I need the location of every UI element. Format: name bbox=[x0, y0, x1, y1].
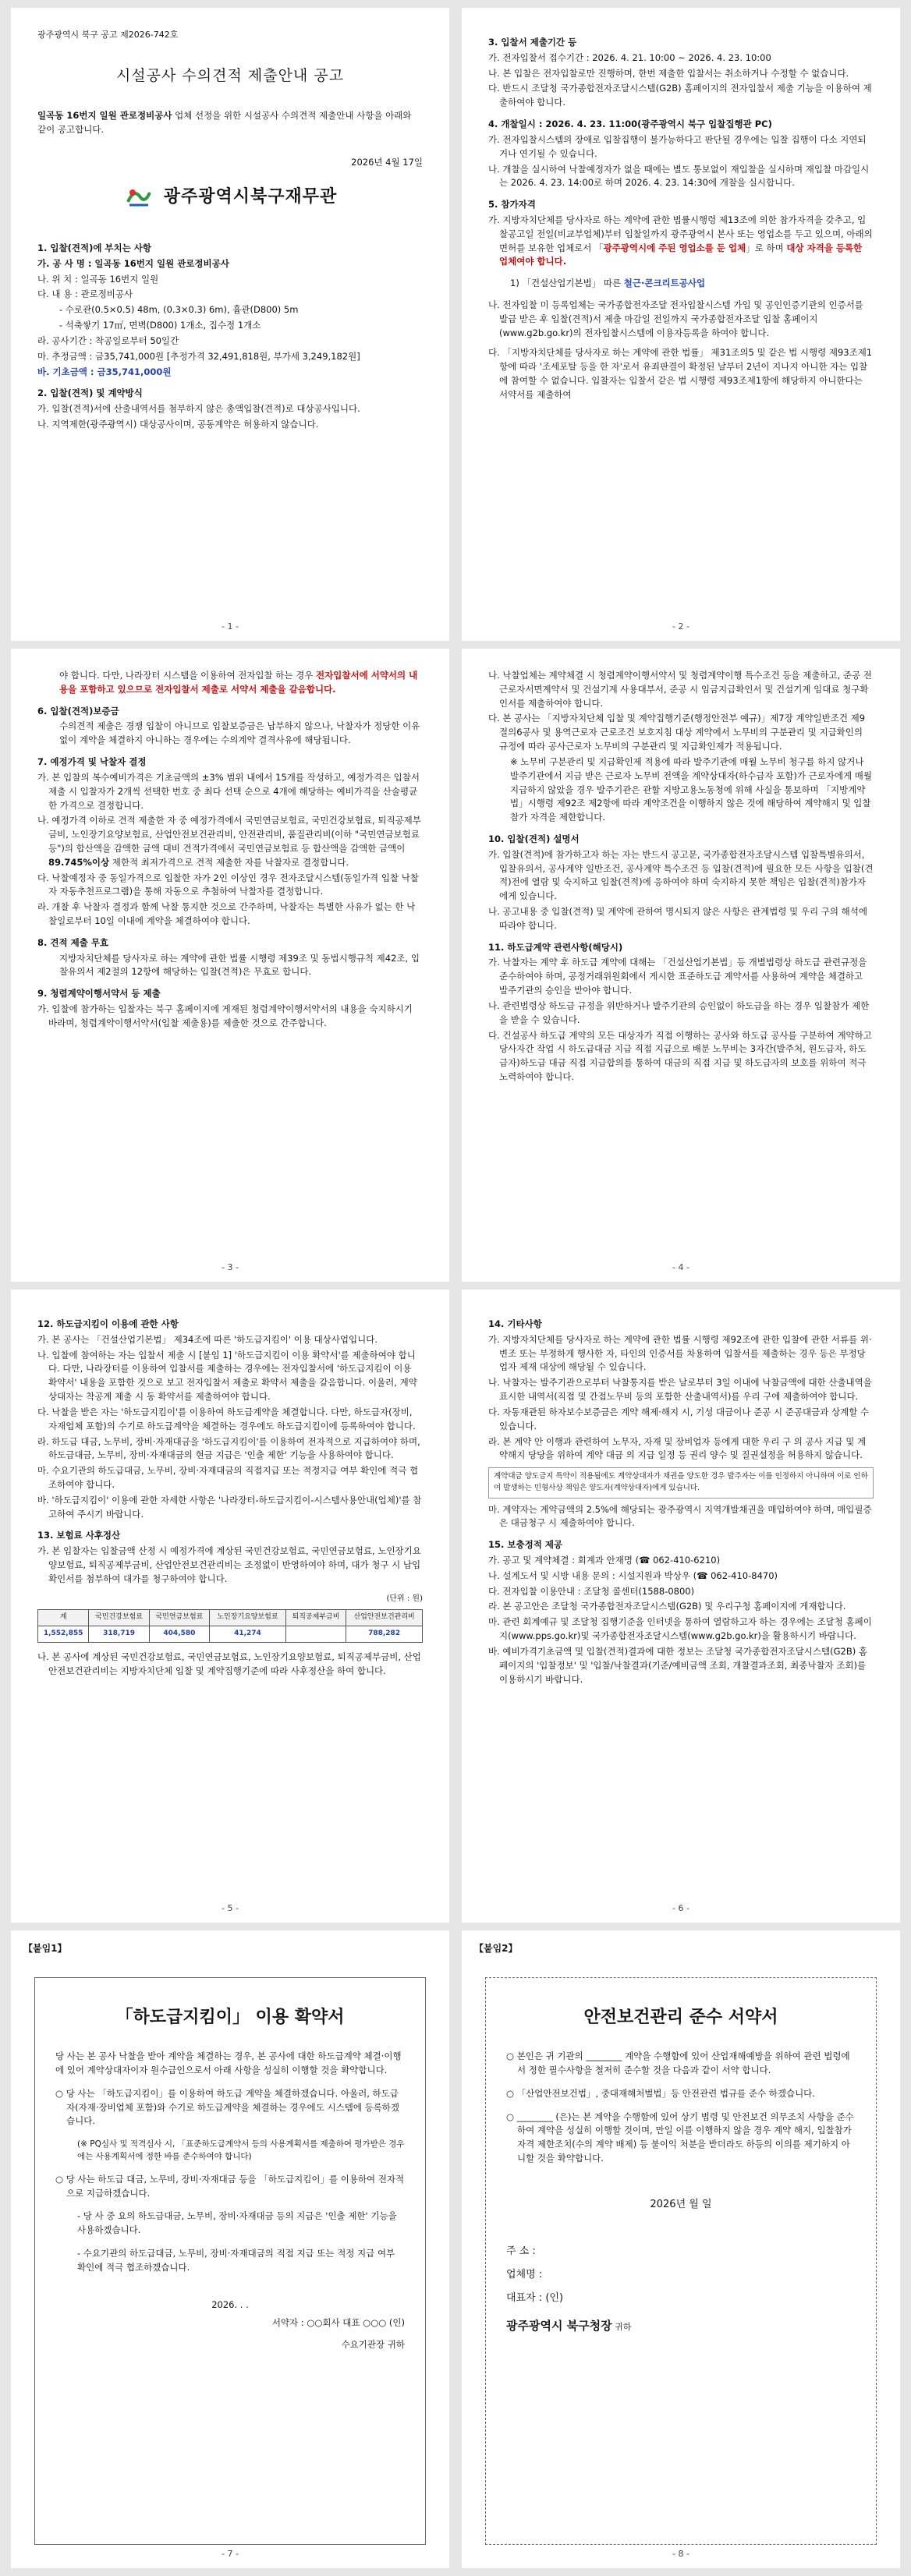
s12-da: 다. 낙찰을 받은 자는 '하도급지킴이'를 이용하여 하도급계약을 체결합니다. 다만, 하도급자(장비, 자재업체 포함)의 수기로 하도급계약을 체결하는 경우에도 하도급지킴이에 등록하여야 합니다. bbox=[37, 1406, 416, 1431]
s14-da: 다. 자동재관된 하자보수보증금은 계약 해제·해지 시, 기성 대금이나 준공 시 준공대금과 상계할 수 있습니다. bbox=[488, 1406, 870, 1431]
page-1 bbox=[11, 8, 449, 641]
document-number: 광주광역시 북구 공고 제2026-742호 bbox=[37, 30, 179, 40]
table-header: 노인장기요양보험료 bbox=[210, 1610, 286, 1626]
section-11-title: 11. 하도급계약 관련사항(해당시) bbox=[488, 941, 623, 953]
table-cell: 404,580 bbox=[149, 1626, 209, 1643]
s5-na: 나. 전자입찰 미 등록업체는 국가종합전자조달 전자입찰시스템 가입 및 공인인증기관의 인증서를 발급 받은 후 입찰(견적)서 제출 마감일 전일까지 국가종합전자조달 입찰 홈페이지(www.g2b.go.kr)의 전자입찰시스템에 이용자등록을 하여야 합니다. bbox=[488, 299, 863, 338]
page-number: - 7 - bbox=[222, 2548, 239, 2559]
signature-block bbox=[506, 2244, 856, 2306]
s13-na: 나. 본 공사에 계상된 국민건강보험료, 국민연금보험료, 노인장기요양보험료, 퇴직공제부금비, 산업안전보건관리비는 지방자치단체 입찰 및 계약집행기준에 따라 사후정산을 하여 합니다. bbox=[37, 1651, 421, 1676]
district-logo-icon bbox=[123, 185, 154, 210]
intro-paragraph: 일곡동 16번지 일원 관로정비공사 업체 선정을 위한 시설공사 수의견적 제출안내 사항을 아래와 같이 공고합니다. bbox=[37, 110, 412, 136]
s1-ga: 가. 공 사 명 : 일곡동 16번지 일원 관로정비공사 bbox=[37, 257, 229, 269]
section-5-title: 5. 참가자격 bbox=[488, 199, 536, 211]
issuer-block bbox=[37, 184, 423, 211]
pledge-item-1: ○ 당 사는 「하도급지킴이」를 이용하여 하도급 계약을 체결하겠습니다. 아울러, 하도급자(자재·장비업체 포함)와 수기로 하도급계약을 체결하는 경우에도 시스템에 등록하겠습니다. bbox=[55, 2087, 400, 2127]
section-10-title: 10. 입찰(견적) 설명서 bbox=[488, 833, 580, 844]
s15-ga: 가. 공고 및 계약체결 : 회계과 안재명 (☎ 062-410-6210) bbox=[488, 1555, 721, 1566]
table-cell: 318,719 bbox=[89, 1626, 149, 1643]
section-15-title: 15. 보충정적 제공 bbox=[488, 1539, 563, 1551]
table-row bbox=[38, 1626, 423, 1643]
s5-ga: 가. 지방자치단체를 당사자로 하는 계약에 관한 법률시행령 제13조에 의한 참가자격을 갖추고, 입찰공고일 전일(비교부업체)부터 입찰일까지 광주광역시 본사 또는 영업소를 두고 있으며, 아래의 면허를 보유한 업체로서 「광주광역시에 주된 영업소를 둔 업체」로 하며 대상 자격을 등록한 업체여야 합니다. bbox=[488, 214, 873, 267]
table-header: 계 bbox=[38, 1610, 89, 1626]
section-2-title: 2. 입찰(견적) 및 계약방식 bbox=[37, 387, 143, 399]
table-cell: 788,282 bbox=[346, 1626, 423, 1643]
s15-ba: 바. 예비가격기초금액 및 입찰(견적)결과에 대한 정보는 조달청 국가종합전자조달시스템(G2B) 홈페이지의 '입찰정보' 및 '입찰/낙찰결과(기준/예비금액 조회, 개찰결과조회, 최종낙찰자 조회)를 이용하시기 바랍니다. bbox=[488, 1645, 867, 1685]
section-14-title: 14. 기타사항 bbox=[488, 1318, 542, 1329]
representative-field: 대표자 : (인) bbox=[506, 2292, 564, 2305]
s10-ga: 가. 입찰(견적)에 참가하고자 하는 자는 반드시 공고문, 국가종합전자조달시스템 입찰특별유의서, 입찰유의서, 공사계약 일반조건, 공사계약 특수조건 등 입찰(견적)에 필요한 모든 사항을 입찰(견적)전에 열람 및 숙지하고 입찰(견적)에 응하여야 하며 숙지하지 못한 책임은 입찰(견적)참가자에게 있습니다. bbox=[488, 848, 874, 902]
safety-item-1: ○ 본인은 귀 기관의 ________ 계약을 수행함에 있어 산업재해예방을 위하여 관련 법령에서 정한 필수사항을 철저히 준수할 것을 다음과 같이 서약 합니다. bbox=[506, 2051, 850, 2075]
s1-ma: 마. 추정금액 : 금35,741,000원 [추정가격 32,491,818원, 부가세 3,249,182원] bbox=[37, 350, 360, 362]
s1-da: 다. 내 용 : 관로정비공사 bbox=[37, 288, 133, 300]
pledge-recipient: 수요기관장 귀하 bbox=[341, 2339, 405, 2351]
s14-na: 나. 낙찰자는 발주기관으로부터 낙찰통지를 받은 날로부터 3일 이내에 낙찰금액에 대한 산출내역을 표시한 내역서(직접 및 간접노무비 등의 포함한 산출내역서)를 우리 구에 제출하여야 합니다. bbox=[488, 1377, 872, 1403]
pledge-item-1-note: (※ PQ심사 및 적격심사 시, 「표준하도급계약서 등의 사용계획서를 제출하여 평가받은 경우에는 사용계획서에 정한 바를 준수하여야 합니다) bbox=[77, 2139, 405, 2162]
section-7-title: 7. 예정가격 및 낙찰자 결정 bbox=[37, 756, 147, 768]
page-number: - 5 - bbox=[222, 1902, 239, 1913]
annex-label: 【붙임2】 bbox=[474, 1943, 518, 1954]
page-number: - 6 - bbox=[672, 1902, 689, 1913]
page-number: - 2 - bbox=[672, 621, 689, 632]
page-6 bbox=[462, 1290, 900, 1923]
annex-title: 「하도급지킴이」 이용 확약서 bbox=[115, 2008, 345, 2027]
section-8-title: 8. 견적 제출 무효 bbox=[37, 936, 109, 948]
pledge-body bbox=[55, 2050, 405, 2274]
s5-license: 1) 「건설산업기본법」 따른 철근·콘크리트공사업 bbox=[510, 278, 706, 289]
pledge-date: 2026. . . bbox=[211, 2298, 249, 2310]
section-1-title: 1. 입찰(견적)에 부치는 사항 bbox=[37, 242, 151, 254]
table-unit: (단위 : 원) bbox=[386, 1594, 423, 1603]
pledge-intro: 당 사는 본 공사 낙찰을 받아 계약을 체결하는 경우, 본 공사에 대한 하도급계약 체결·이행에 있어 계약상대자이자 원수급인으로서 아래 사항을 성실히 이행할 것을 확약합니다. bbox=[55, 2051, 402, 2075]
s12-ba: 바. '하도급지킴이' 이용에 관한 자세한 사항은 '나라장터-하도급지킴이-시스템사용안내(업체)'를 참고하여 주시기 바랍니다. bbox=[37, 1494, 422, 1520]
s3-da: 다. 반드시 조달청 국가종합전자조달시스템(G2B) 홈페이지의 전자입찰서 제출 기능을 이용하여 제출하여야 합니다. bbox=[488, 83, 872, 108]
notice-date: 2026년 4월 17일 bbox=[351, 157, 423, 168]
s9-na: 나. 낙찰업체는 계약체결 시 청렴계약이행서약서 및 청렴계약이행 특수조건 등을 제출하고, 준공 전 근로자서면계약서 및 건설기계 사용대부서, 준공 시 임금지급확인서 및 건설기계 임대료 청구확인서를 제출하여야 합니다. bbox=[488, 670, 872, 709]
table-cell bbox=[285, 1626, 346, 1643]
annex-label: 【붙임1】 bbox=[23, 1943, 67, 1954]
s12-ma: 마. 수요기관의 하도급대금, 노무비, 장비·자재대금의 직접지급 또는 적정지급 여부 확인에 적극 협조하여야 합니다. bbox=[37, 1465, 419, 1490]
s8-body: 지방자치단체를 당사자로 하는 계약에 관한 법률 시행령 제39조 및 동법시행규칙 제42조, 입찰유의서 제2절의 12항에 해당하는 입찰(견적)은 무효로 합니다. bbox=[59, 952, 420, 978]
issuer-name: 광주광역시북구재무관 bbox=[163, 186, 338, 207]
s11-na: 나. 관련법령상 하도급 규정을 위반하거나 발주기관의 승인없이 하도급을 하는 경우 입찰참가 제한을 받을 수 있습니다. bbox=[488, 1000, 870, 1025]
safety-pledge-body bbox=[506, 2050, 856, 2166]
pledge-frame bbox=[34, 1977, 426, 2545]
s1-na: 나. 위 치 : 일곡동 16번지 일원 bbox=[37, 273, 159, 285]
s15-na: 나. 설계도서 및 시방 내용 문의 : 시설지원과 박상우 (☎ 062-410-8470) bbox=[488, 1569, 778, 1581]
pledge-item-3-sub: - 수요기관의 하도급대금, 노무비, 장비·자재대금의 직접 지급 또는 적정 지급 여부 확인에 적극 협조하겠습니다. bbox=[77, 2247, 395, 2273]
s13-ga: 가. 본 입찰자는 입찰금액 산정 시 예정가격에 계상된 국민건강보험료, 국민연금보험료, 노인장기요양보험료, 퇴직공제부금비, 산업안전보건관리비는 조정없이 반영하여야 하며, 대가 청구 시 납입확인서를 첨부하여 대가를 청구하여야 합니다. bbox=[37, 1545, 421, 1584]
s11-ga: 가. 낙찰자는 계약 후 하도급 계약에 대해는 「건설산업기본법」등 개별법령상 하도급 관련규정을 준수하여야 하며, 공정거래위원회에서 게시한 표준하도급 계약서를 사용하여 계약을 체결하고 발주기관의 승인을 받아야 합니다. bbox=[488, 957, 867, 996]
s14-ga: 가. 지방자치단체를 당사자로 하는 계약에 관한 법률 시행령 제92조에 관한 입찰에 관한 서류를 위·변조 또는 부정하게 행사한 자, 타인의 인증서를 차용하여 입찰서를 제출하는 경우 등은 부정당업자 제재 대상에 해당될 수 있습니다. bbox=[488, 1333, 872, 1373]
s14-note-box: 계약대금 양도금지 특약이 적용됨에도 계약상대자가 채권을 양도한 경우 발주자는 이를 인정하지 아니하며 이로 인하여 발생하는 민형사상 책임은 양도자(계약상대자)에게 있습니다. bbox=[488, 1467, 874, 1498]
s3-na: 나. 본 입찰은 전자입찰로만 진행하며, 한번 제출한 입찰서는 취소하거나 수정할 수 없습니다. bbox=[488, 67, 849, 79]
table-cell: 41,274 bbox=[210, 1626, 286, 1643]
annex-title: 안전보건관리 준수 서약서 bbox=[583, 2008, 778, 2027]
s9-da-note: ※ 노무비 구분관리 및 지급확인제 적용에 따라 발주기관에 매월 노무비 청구를 하지 않거나 발주기관에서 지급 받은 근로자 노무비 전액을 계약상대자(하수급자 포함)가 근로자에게 매월 지급하지 않았을 경우 발주기관은 관할 지방고용노동청에 위해 사실을 통보하며 「지방계약법」시행령 제92조 제2항에 따라 계약조건을 이행하지 않은 것에 해당하여 계약해지 및 입찰 참가 자격을 제한합니다. bbox=[510, 755, 873, 823]
section-6-title: 6. 입찰(견적)보증금 bbox=[37, 705, 119, 717]
page-5 bbox=[11, 1290, 449, 1923]
section-4-title: 4. 개찰일시 : 2026. 4. 23. 11:00(광주광역시 북구 입찰집행관 PC) bbox=[488, 119, 772, 130]
s1-ba: 바. 기초금액 : 금35,741,000원 bbox=[37, 366, 172, 377]
s2-ga: 가. 입찰(견적)서에 산출내역서를 첨부하지 않은 총액입찰(견적)로 대상공사입니다. bbox=[37, 403, 360, 415]
pledge-item-2-sub: - 당 사 중 요의 하도급대금, 노무비, 장비·자재대금 등의 지급은 '인출 제한' 기능을 사용하겠습니다. bbox=[77, 2210, 397, 2236]
notice-title: 시설공사 수의견적 제출안내 공고 bbox=[115, 67, 345, 85]
s1-ra: 라. 공사기간 : 착공일로부터 50일간 bbox=[37, 334, 179, 346]
safety-recipient: 광주광역시 북구청장 귀하 bbox=[506, 2319, 632, 2334]
page-4 bbox=[462, 649, 900, 1282]
s10-na: 나. 공고내용 중 입찰(견적) 및 계약에 관하여 명시되지 않은 사항은 관계법령 및 우리 구의 해석에 따라야 합니다. bbox=[488, 906, 867, 931]
s12-ga: 가. 본 공사는 「건설산업기본법」 제34조에 따른 '하도급지킴이' 이용 대상사업입니다. bbox=[37, 1333, 378, 1345]
insurance-table bbox=[37, 1609, 423, 1643]
table-cell: 1,552,855 bbox=[38, 1626, 89, 1643]
page-3 bbox=[11, 649, 449, 1282]
table-header-row bbox=[38, 1610, 423, 1626]
table-header: 퇴직공제부금비 bbox=[285, 1610, 346, 1626]
page-number: - 8 - bbox=[672, 2548, 689, 2559]
s4-ga: 가. 전자입찰시스템의 장애로 입찰집행이 불가능하다고 판단될 경우에는 입찰 집행이 다소 지연되거나 연기될 수 있습니다. bbox=[488, 133, 867, 159]
s4-na: 나. 개찰을 실시하여 낙찰예정자가 없을 때에는 별도 통보없이 재입찰을 실시하며 재입찰 마감일시는 2026. 4. 23. 14:00로 하며 2026. 4. 23. 14:30에 개찰을 실시합니다. bbox=[488, 163, 870, 189]
page-2 bbox=[462, 8, 900, 641]
s7-ga: 가. 본 입찰의 복수예비가격은 기초금액의 ±3% 범위 내에서 15개를 작성하고, 예정가격은 입찰서 제출 시 입찰자가 2개씩 선택한 번호 중 최다 선택 순으로 4개에 해당하는 예비가격을 산술평균한 가격으로 결정합니다. bbox=[37, 771, 420, 811]
pledge-item-2: ○ 당 사는 하도급 대금, 노무비, 장비·자재대금 등을 「하도급지킴이」를 이용하여 전자적으로 지급하겠습니다. bbox=[55, 2173, 405, 2199]
s7-na: 나. 예정가격 이하로 견적 제출한 자 중 예정가격에서 국민연금보험료, 국민건강보험료, 퇴직공제부금비, 노인장기요양보험료, 산업안전보건관리비, 안전관리비, 품질관리비(이하 "국민연금보험료 등")의 합산액을 감액한 금액 대비 견적가격에서 국민연금보험료 등 합산액을 감액한 금액이 89.745%이상 제한적 최저가격으로 견적 제출한 자를 낙찰자로 결정합니다. bbox=[37, 815, 421, 868]
table-header: 국민연금보험료 bbox=[149, 1610, 209, 1626]
page-8 bbox=[462, 1930, 900, 2568]
safety-date: 2026년 월 일 bbox=[650, 2198, 712, 2210]
s7-ra: 라. 개찰 후 낙찰자 결정과 함께 낙찰 통지한 것으로 간주하며, 낙찰자는 특별한 사유가 없는 한 낙찰일로부터 10일 이내에 계약을 체결하여야 합니다. bbox=[37, 901, 416, 926]
s14-ra: 라. 본 계약 안 이행과 관련하여 노무자, 자재 및 장비업자 등에게 대한 우리 구 의 공사 지급 및 계약해지 당당을 위하여 계약 대금 의 지급 일정 등 권리 양수 및 질권설정을 허용하지 않습니다. bbox=[488, 1435, 867, 1461]
s6-body: 수의견적 제출은 경쟁 입찰이 아니므로 입찰보증금은 납부하지 않으나, 낙찰자가 정당한 이유 없이 계약을 체결하지 아니하는 경우에는 수의계약 결격사유에 해당됩니다. bbox=[59, 720, 420, 746]
s9-da: 다. 본 공사는 「지방자치단체 입찰 및 계약집행기준(행정안전부 예규)」제7장 계약일반조건 제9절의6공사 및 용역근로자 근로조건 보호지침 대상 계약에서 노무비의 구분관리 및 지급확인의 규정에 따라 공사근로자 노무비의 구분관리 및 지급확인제가 적용됩니다. bbox=[488, 713, 866, 752]
s5-da: 다. 「지방자치단체를 당사자로 하는 계약에 관한 법률」 제31조의5 및 같은 법 시행령 제93조제1항에 따라 '조세포탈 등을 한 자'로서 유죄판결이 확정된 날부터 2년이 지나지 아니한 자는 입찰에 참여할 수 없습니다. 입찰자는 입찰서 같은 법 시행령 제93조제1항에 해당하지 아니한다는 서약서를 제출하여 bbox=[488, 347, 873, 400]
s3-ga: 가. 전자입찰서 접수기간 : 2026. 4. 21. 10:00 ~ 2026. 4. 23. 10:00 bbox=[488, 51, 771, 63]
table-header: 산업안전보건관리비 bbox=[346, 1610, 423, 1626]
safety-item-2: ○ 「산업안전보건법」, 중대재해처벌법」등 안전관련 법규를 준수 하겠습니다. bbox=[506, 2087, 815, 2099]
table-header: 국민건강보험료 bbox=[89, 1610, 149, 1626]
address-field: 주 소 : bbox=[506, 2245, 536, 2257]
pledge-signer: 서약자 : ○○회사 대표 ○○○ (인) bbox=[271, 2317, 405, 2329]
page-number: - 4 - bbox=[672, 1261, 689, 1272]
company-field: 업체명 : bbox=[506, 2269, 543, 2281]
s7-da: 다. 낙찰예정자 중 동일가격으로 입찰한 자가 2인 이상인 경우 전자조달시스템(동일가격 입찰 낙찰자 자동추천프로그램)을 통해 자동으로 추첨하여 낙찰자를 결정합니다. bbox=[37, 872, 419, 897]
section-3-title: 3. 입찰서 제출기간 등 bbox=[488, 37, 577, 48]
safety-pledge-frame bbox=[485, 1977, 877, 2545]
s15-da: 다. 전자입찰 이용안내 : 조달청 콜센터(1588-0800) bbox=[488, 1585, 695, 1597]
section-13-title: 13. 보험료 사후정산 bbox=[37, 1530, 121, 1541]
page-7 bbox=[11, 1930, 449, 2568]
s2-na: 나. 지역제한(광주광역시) 대상공사이며, 공동계약은 허용하지 않습니다. bbox=[37, 418, 319, 430]
s5-continued: 야 합니다. 다만, 나라장터 시스템을 이용하여 전자입찰 하는 경우 전자입찰서에 서약서의 내용을 포함하고 있으므로 전자입찰서 제출로 서약서 제출을 갈음합니다. bbox=[59, 670, 418, 695]
s1-da-1: - 수로관(0.5×0.5) 48m, (0.3×0.3) 6m), 흄관(D800) 5m bbox=[59, 304, 299, 316]
section-12-title: 12. 하도급지킴이 이용에 관한 사항 bbox=[37, 1318, 179, 1329]
safety-item-3: ○ ________ (은)는 본 계약을 수행함에 있어 상기 법령 및 안전보건 의무조치 사항을 준수하여 계약을 성실히 이행할 것이며, 만일 이를 이행하지 않을 경우 계약 해지, 입찰참가자격 제한조치(수의 계약 배제) 등 불이익 처분을 받더라도 하등의 이의를 제기하지 아니할 것을 확약합니다. bbox=[506, 2111, 854, 2164]
section-9-title: 9. 청렴계약이행서약서 등 제출 bbox=[37, 988, 161, 1000]
page-number: - 3 - bbox=[222, 1261, 239, 1272]
page-number: - 1 - bbox=[222, 621, 239, 632]
s15-ra: 라. 본 공고안은 조달청 국가종합전자조달시스템(G2B) 및 우리구청 홈페이지에 게재합니다. bbox=[488, 1601, 846, 1612]
s12-ra: 라. 하도급 대금, 노무비, 장비·자재대금을 '하도급지킴이'를 이용하여 전자적으로 지급하여야 하며, 하도급대금, 노무비, 장비·자재대금의 현금 지급은 '인출 제한' 기능을 사용하여야 합니다. bbox=[37, 1435, 420, 1461]
s14-ma: 마. 계약자는 계약금액의 2.5%에 해당되는 광주광역시 지역개발채권을 매입하여야 하며, 매입필증은 대금청구 시 제출하여야 합니다. bbox=[488, 1503, 872, 1529]
s12-na: 나. 입찰에 참여하는 자는 입찰서 제출 시 [붙임 1] '하도급지킴이 이용 확약서'를 제출하여야 합니다. 다만, 나라장터를 이용하여 입찰서를 제출하는 경우에는 전자입찰서에 '하도급지킴이 이용 확약서' 내용을 포함한 것으로 보고 전자입찰서 제출로 확약서 제출을 갈음합니다. 이울러, 계약상대자는 착공계 제출 시 동 확약서를 제출하여야 합니다. bbox=[37, 1349, 417, 1403]
s15-ma: 마. 관련 회계예규 및 조달청 집행기준을 인터넷을 통하여 열람하고자 하는 경우에는 조달청 홈페이지(www.pps.go.kr)및 국가종합전자조달시스템(www.g2b.go.kr)을 활용하시기 바랍니다. bbox=[488, 1616, 872, 1642]
s9-ga: 가. 입찰에 참가하는 입찰자는 북구 홈페이지에 게재된 청렴계약이행서약서의 내용을 숙지하시기 바라며, 청렴계약이행서약서(입찰 제출용)를 제출한 것으로 간주합니다. bbox=[37, 1003, 413, 1028]
s11-da: 다. 건설공사 하도급 계약의 모든 대상자가 직접 이행하는 공사와 하도급 공사를 구분하여 계약하고 당사자간 작업 시 하도급대금 지급 직접 지급으로 배분 노무비는 3자간(발주처, 원도급자, 하도급자)하도급 대금 직접 지급합의를 통하여 대금의 직접 지급 및 하도급자의 보호를 위하여 적극 노력하여야 합니다. bbox=[488, 1029, 872, 1082]
s1-da-2: - 석축쌓기 17㎡, 면벽(D800) 1개소, 집수정 1개소 bbox=[59, 320, 261, 331]
